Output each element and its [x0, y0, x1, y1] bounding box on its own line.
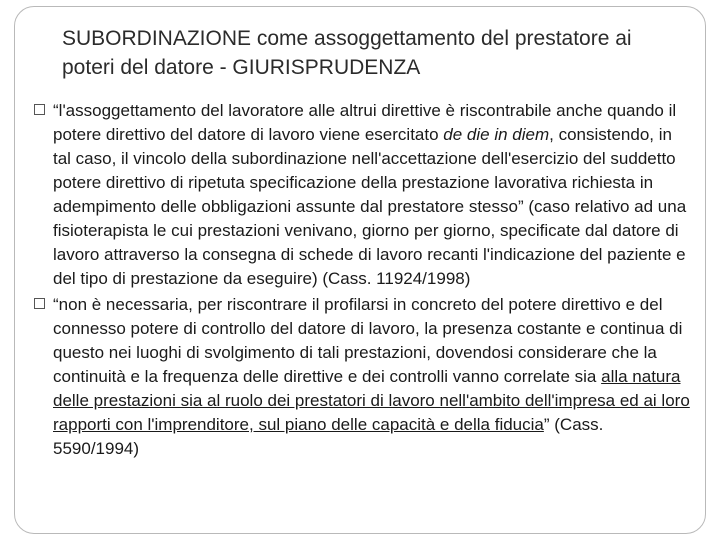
bullet-1-italic: de die in diem — [443, 125, 550, 144]
bullet-2-text-end: ” (Cass. 5590/1994) — [53, 415, 604, 458]
bullet-list — [34, 99, 694, 461]
bullet-2-text: “non è necessaria, per riscontrare il profilarsi in concreto del potere direttivo e del connesso potere di controllo del datore di lavoro, la presenza costante e continua di questo nei luoghi di svolgimento di tali prestazioni, dovendosi considerare che la continuità e la frequenza delle direttive e dei controlli vanno correlate sia — [53, 295, 683, 386]
bullet-item-1 — [34, 99, 694, 291]
bullet-item-2 — [34, 293, 694, 461]
bullet-1-text: “l'assoggettamento del lavoratore alle altrui direttive è riscontrabile anche quando il potere direttivo del datore di lavoro viene esercitato — [53, 101, 677, 144]
slide-title: SUBORDINAZIONE come assoggettamento del prestatore ai poteri del datore - GIURISPRUDENZA — [62, 27, 632, 79]
bullet-2-underlined: alla natura delle prestazioni sia al ruolo dei prestatori di lavoro nell'ambito dell'impresa ed ai loro rapporti con l'imprenditore, sul piano delle capacità e della fiducia — [53, 367, 690, 434]
checkbox-bullet-icon — [34, 104, 45, 115]
bullet-1-text-end: , consistendo, in tal caso, il vincolo della subordinazione nell'accettazione dell'esercizio del suddetto potere direttivo di ripetuta specificazione della prestazione lavorativa richiesta in adempimento delle obbligazioni assunte dal prestatore stesso” (caso relativo ad una fisioterapista le cui prestazioni venivano, giorno per giorno, specificate dal datore di lavoro attraverso la consegna di schede di lavoro recanti l'indicazione del paziente e del tipo di prestazione da eseguire) (Cass. 11924/1998) — [53, 125, 687, 288]
checkbox-bullet-icon — [34, 298, 45, 309]
